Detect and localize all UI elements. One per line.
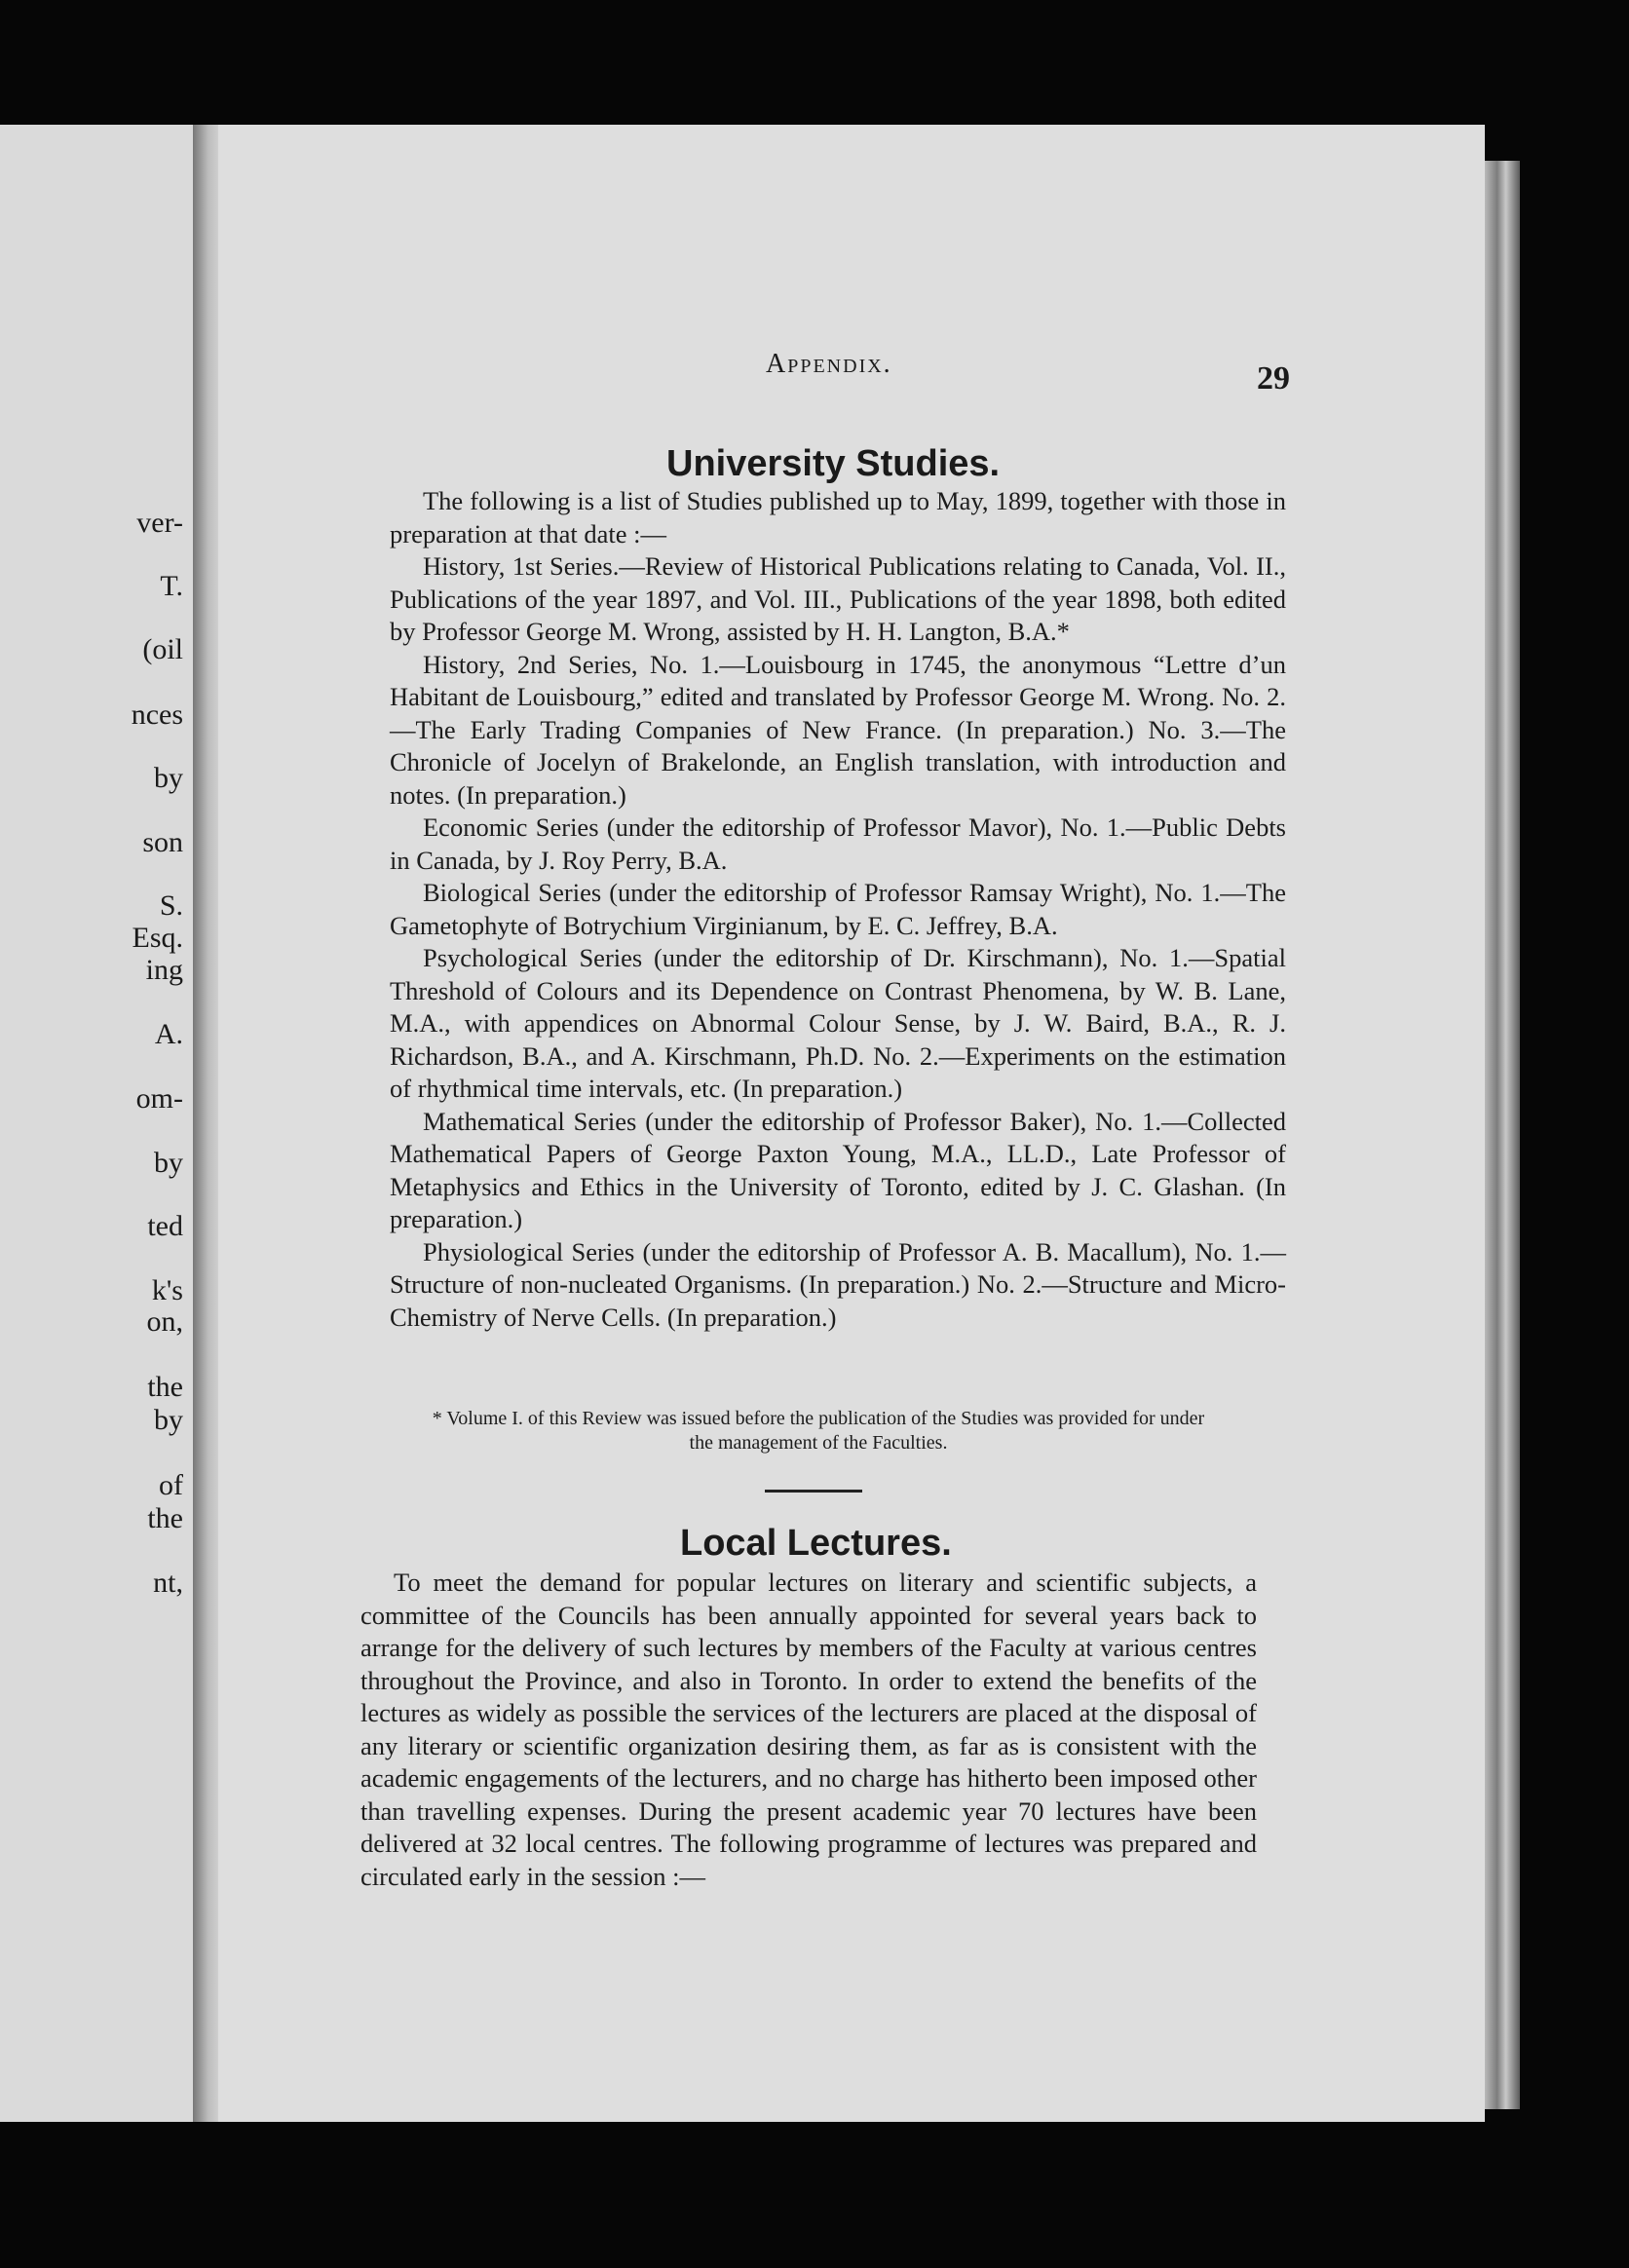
running-head: Appendix. bbox=[766, 349, 892, 379]
local-lectures-heading: Local Lectures. bbox=[680, 1523, 952, 1564]
left-page-word: ing bbox=[145, 954, 183, 986]
left-page-word: om- bbox=[135, 1082, 183, 1115]
left-page-word: by bbox=[154, 762, 183, 794]
left-page-word: ted bbox=[147, 1210, 183, 1242]
university-studies-body bbox=[390, 485, 1286, 1334]
local-lectures-body bbox=[360, 1567, 1257, 1893]
left-page-word: S. bbox=[159, 889, 183, 922]
left-page-word: the bbox=[147, 1502, 183, 1534]
paragraph: Economic Series (under the editorship of Professor Mavor), No. 1.—Public Debts in Canada, by J. Roy Perry, B.A. bbox=[390, 813, 1286, 875]
page-stack-edge bbox=[1485, 161, 1520, 2109]
section-divider bbox=[765, 1490, 862, 1493]
left-page-word: nces bbox=[131, 699, 183, 731]
footnote: * Volume I. of this Review was issued before the publication of the Studies was provided for under the management of the Faculties. bbox=[432, 1408, 1205, 1454]
left-page-word: k's bbox=[151, 1274, 183, 1306]
paragraph: To meet the demand for popular lectures on literary and scientific subjects, a committee of the Councils has been annually appointed for several years back to arrange for the delivery of such lectures by members of the Faculty at various centres throughout the Province, and also in Toronto. In order to extend the benefits of the lectures as widely as possible the services of the lecturers are placed at the disposal of any literary or scientific organization desiring them, as far as is consistent with the academic engagements of the lecturers, and no charge has hitherto been imposed other than travelling expenses. During the present academic year 70 lectures have been delivered at 32 local centres. The following programme of lectures was prepared and circulated early in the session :— bbox=[360, 1568, 1257, 1891]
paragraph: Physiological Series (under the editorship of Professor A. B. Macallum), No. 1.—Structure of non-nucleated Organisms. (In preparation.) No. 2.—Structure and Micro-Chemistry of Nerve Cells. (In preparation.) bbox=[390, 1236, 1286, 1332]
left-page-word: nt, bbox=[153, 1567, 183, 1599]
left-page-word: Esq. bbox=[132, 922, 183, 954]
left-page-word: A. bbox=[154, 1018, 183, 1050]
left-page-word: ver- bbox=[136, 507, 183, 539]
paragraph: History, 1st Series.—Review of Historical Publications relating to Canada, Vol. II., Publications of the year 1897, and Vol. III., Publications of the year 1898, both edited by Professor George M. Wrong, assisted by H. H. Langton, B.A.* bbox=[390, 551, 1286, 646]
university-studies-heading: University Studies. bbox=[666, 443, 1001, 484]
left-page-word: T. bbox=[160, 570, 183, 602]
page-number: 29 bbox=[1257, 360, 1290, 397]
paragraph: Biological Series (under the editorship of Professor Ramsay Wright), No. 1.—The Gametophyte of Botrychium Virginianum, by E. C. Jeffrey, B.A. bbox=[390, 878, 1286, 940]
left-page-word: of bbox=[159, 1469, 183, 1501]
left-page-word: by bbox=[154, 1404, 183, 1436]
paragraph: Mathematical Series (under the editorship of Professor Baker), No. 1.—Collected Mathematical Papers of George Paxton Young, M.A., LL.D., Late Professor of Metaphysics and Ethics in the University of Toronto, edited by J. C. Glashan. (In preparation.) bbox=[390, 1106, 1286, 1233]
paragraph: History, 2nd Series, No. 1.—Louisbourg in 1745, the anonymous “Lettre d’un Habitant de Louisbourg,” edited and translated by Professor George M. Wrong. No. 2.—The Early Trading Companies of New France. (In preparation.) No. 3.—The Chronicle of Jocelyn of Brakelonde, an English translation, with introduction and notes. (In preparation.) bbox=[390, 649, 1286, 810]
book-gutter bbox=[193, 125, 218, 2122]
paragraph: The following is a list of Studies published up to May, 1899, together with those in preparation at that date :— bbox=[390, 486, 1286, 548]
left-page-word: on, bbox=[146, 1305, 183, 1338]
left-page-word: the bbox=[147, 1371, 183, 1403]
left-page-fragment bbox=[0, 125, 196, 2122]
left-page-word: by bbox=[154, 1147, 183, 1179]
left-page-word: son bbox=[142, 826, 183, 858]
left-page-word: (oil bbox=[142, 633, 183, 665]
paragraph: Psychological Series (under the editorship of Dr. Kirschmann), No. 1.—Spatial Threshold of Colours and its Dependence on Contrast Phenomena, by W. B. Lane, M.A., with appendices on Abnormal Colour Sense, by J. W. Baird, B.A., R. J. Richardson, B.A., and A. Kirschmann, Ph.D. No. 2.—Experiments on the estimation of rhythmical time intervals, etc. (In preparation.) bbox=[390, 943, 1286, 1103]
